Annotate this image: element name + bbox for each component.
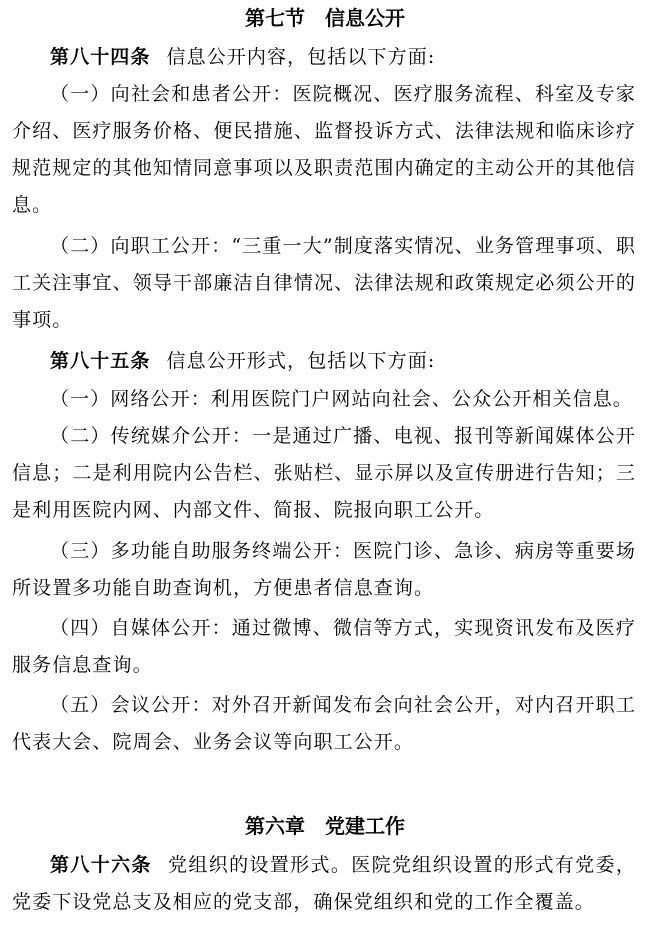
section-heading: 第七节 信息公开 [245, 6, 405, 30]
article-85-item-2: （二）传统媒介公开：一是通过广播、电视、报刊等新闻媒体公开信息；二是利用院内公告栏、张贴栏、显示屏以及宣传册进行告知；三是利用医院内网、内部文件、简报、院报向职工公开。 [12, 425, 636, 521]
article-86-number: 第八十六条 [50, 854, 152, 876]
article-86-text: 党组织的设置形式。医院党组织设置的形式有党委，党委下设党总支及相应的党支部，确保党组织和党的工作全覆盖。 [12, 854, 636, 913]
article-84-item-2: （二）向职工公开：“三重一大”制度落实情况、业务管理事项、职工关注事宜、领导干部廉洁自律情况、法律法规和政策规定必须公开的事项。 [12, 235, 636, 331]
article-85-number: 第八十五条 [50, 350, 151, 372]
article-86 [12, 847, 636, 921]
article-85-item-1: （一）网络公开：利用医院门户网站向社会、公众公开相关信息。 [50, 388, 633, 410]
article-84-item-1: （一）向社会和患者公开：医院概况、医疗服务流程、科室及专家介绍、医疗服务价格、便民措施、监督投诉方式、法律法规和临床诊疗规范规定的其他知情同意事项以及职责范围内确定的主动公开的其他信息。 [12, 83, 636, 216]
article-85-item-3: （三）多功能自助服务终端公开：医院门诊、急诊、病房等重要场所设置多功能自助查询机，方便患者信息查询。 [12, 540, 636, 599]
article-84-number: 第八十四条 [50, 46, 151, 68]
article-84-text: 信息公开内容，包括以下方面: [166, 46, 436, 68]
article-85-item-4: （四）自媒体公开：通过微博、微信等方式，实现资讯发布及医疗服务信息查询。 [12, 617, 636, 676]
article-85-item-5: （五）会议公开：对外召开新闻发布会向社会公开，对内召开职工代表大会、院周会、业务会议等向职工公开。 [12, 694, 636, 753]
article-85-text: 信息公开形式，包括以下方面: [166, 350, 436, 372]
article-85 [12, 343, 636, 380]
chapter-heading: 第六章 党建工作 [245, 814, 405, 838]
article-84 [12, 39, 636, 76]
